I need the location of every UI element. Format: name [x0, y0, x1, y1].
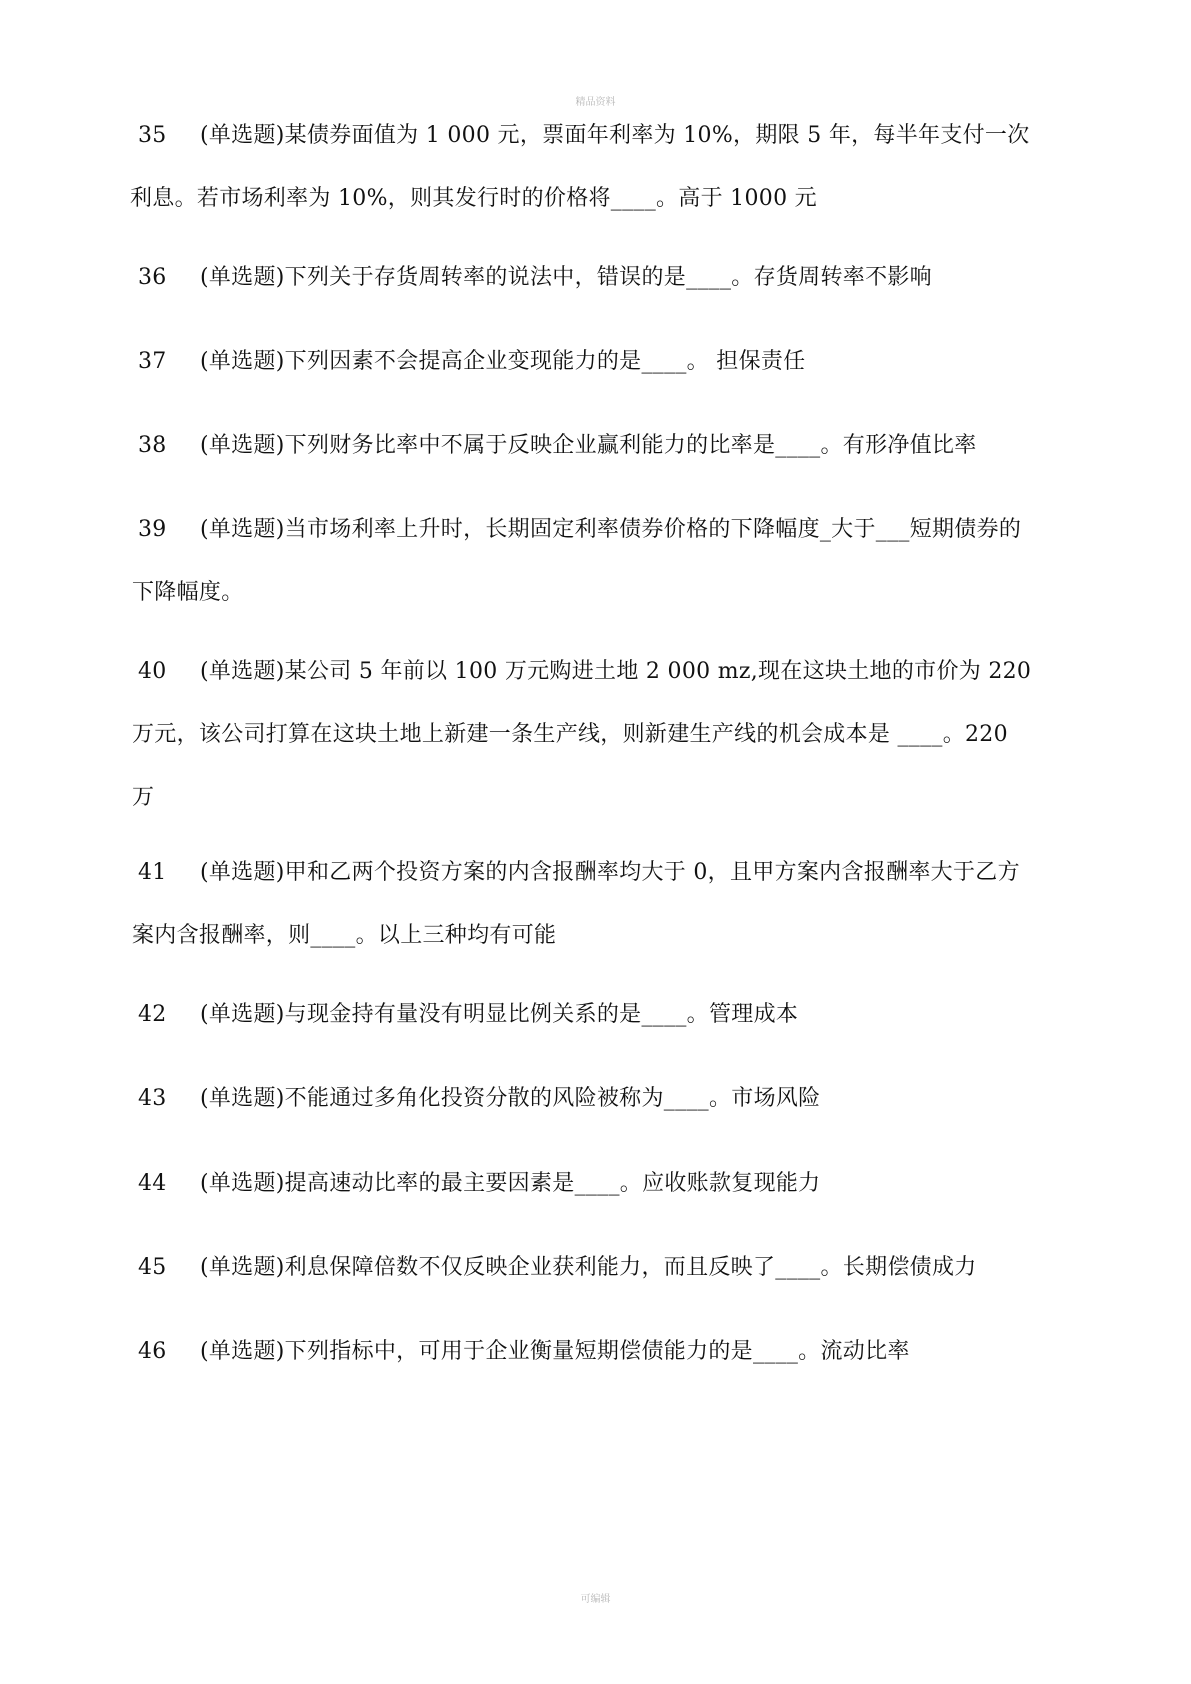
question-line: [132, 841, 1082, 904]
question-39: [132, 498, 1082, 624]
question-38: [132, 414, 1082, 477]
question-line: 案内含报酬率，则____。以上三种均有可能: [132, 923, 557, 948]
question-40: [132, 640, 1082, 829]
question-type: (单选题): [200, 349, 285, 374]
question-line: 万元，该公司打算在这块土地上新建一条生产线，则新建生产线的机会成本是 ____。220: [132, 722, 1008, 747]
question-type: (单选题): [200, 1086, 285, 1111]
question-type: (单选题): [200, 659, 285, 684]
question-text: 下列关于存货周转率的说法中，错误的是____。存货周转率不影响: [284, 265, 932, 290]
question-text: 利息保障倍数不仅反映企业获利能力，而且反映了____。长期偿债成力: [284, 1255, 977, 1280]
question-text: 下列指标中，可用于企业衡量短期偿债能力的是____。流动比率: [284, 1339, 910, 1364]
question-number: 38: [138, 433, 167, 458]
question-line: [132, 104, 1082, 167]
question-line: 利息。若市场利率为 10%，则其发行时的价格将____。高于 1000 元: [130, 186, 817, 211]
question-text: 下列财务比率中不属于反映企业赢利能力的比率是____。有形净值比率: [284, 433, 977, 458]
question-number: 44: [138, 1171, 167, 1196]
question-text: 不能通过多角化投资分散的风险被称为____。市场风险: [284, 1086, 821, 1111]
question-type: (单选题): [200, 1339, 285, 1364]
question-line: [132, 1152, 1082, 1215]
question-45: [132, 1236, 1082, 1299]
question-number: 41: [138, 860, 167, 885]
question-line: [132, 983, 1082, 1046]
question-number: 39: [138, 517, 167, 542]
footer-watermark: 可编辑: [580, 1594, 611, 1605]
question-text: 提高速动比率的最主要因素是____。应收账款复现能力: [284, 1171, 821, 1196]
question-line: 万: [132, 785, 155, 810]
question-number: 37: [138, 349, 167, 374]
question-line: [132, 1067, 1082, 1130]
question-36: [132, 246, 1082, 309]
question-number: 43: [138, 1086, 167, 1111]
question-line: [132, 1236, 1082, 1299]
question-line: [132, 330, 1082, 393]
question-number: 42: [138, 1002, 167, 1027]
question-line: [132, 498, 1082, 561]
question-type: (单选题): [200, 860, 285, 885]
question-type: (单选题): [200, 1171, 285, 1196]
question-type: (单选题): [200, 1002, 285, 1027]
question-41: [132, 841, 1082, 967]
question-43: [132, 1067, 1082, 1130]
question-type: (单选题): [200, 517, 285, 542]
question-line: 下降幅度。: [132, 580, 244, 605]
question-type: (单选题): [200, 433, 285, 458]
question-text: 下列因素不会提高企业变现能力的是____。 担保责任: [284, 349, 806, 374]
question-text: 当市场利率上升时，长期固定利率债券价格的下降幅度_大于___短期债券的: [284, 517, 1022, 542]
question-text: 某公司 5 年前以 100 万元购进土地 2 000 mz,现在这块土地的市价为 220: [284, 659, 1032, 684]
question-line: [132, 414, 1082, 477]
question-type: (单选题): [200, 265, 285, 290]
question-text: 甲和乙两个投资方案的内含报酬率均大于 0，且甲方案内含报酬率大于乙方: [284, 860, 1020, 885]
question-44: [132, 1152, 1082, 1215]
question-type: (单选题): [200, 1255, 285, 1280]
question-number: 45: [138, 1255, 167, 1280]
question-46: [132, 1320, 1082, 1383]
header-watermark: 精品资料: [575, 97, 616, 108]
question-type: (单选题): [200, 123, 285, 148]
question-text: 与现金持有量没有明显比例关系的是____。管理成本: [284, 1002, 799, 1027]
question-37: [132, 330, 1082, 393]
question-number: 36: [138, 265, 167, 290]
question-line: [132, 640, 1082, 703]
question-35: [132, 104, 1082, 230]
question-line: [132, 1320, 1082, 1383]
question-number: 46: [138, 1339, 167, 1364]
question-text: 某债券面值为 1 000 元，票面年利率为 10%，期限 5 年，每半年支付一次: [284, 123, 1030, 148]
question-number: 35: [138, 123, 167, 148]
question-number: 40: [138, 659, 167, 684]
question-42: [132, 983, 1082, 1046]
question-line: [132, 246, 1082, 309]
